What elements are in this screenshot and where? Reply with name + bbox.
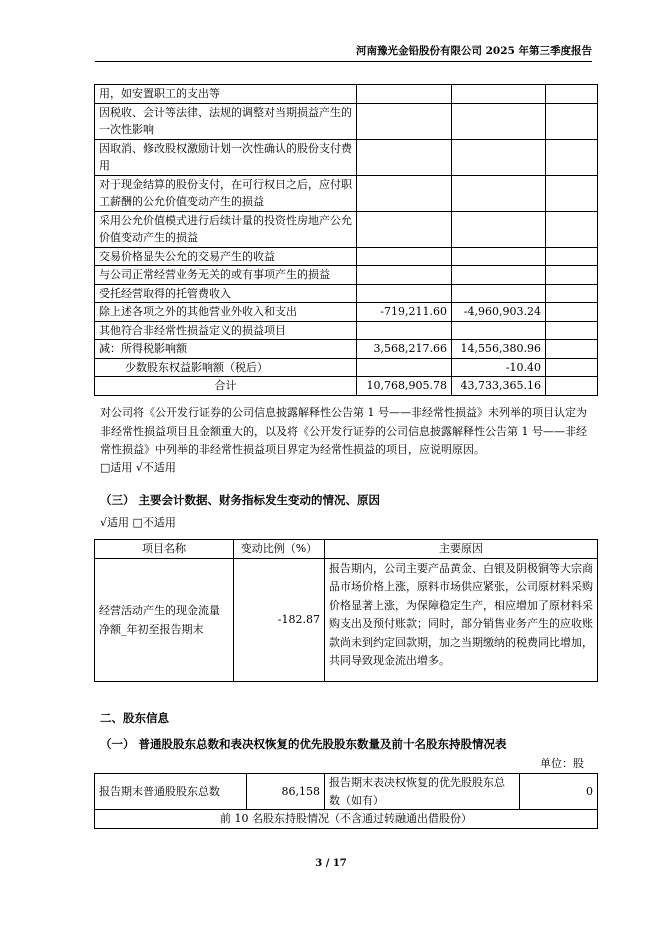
common-shareholders-label: 报告期末普通股股东总数 <box>95 774 247 810</box>
item-row <box>95 266 598 285</box>
non-recurring-items-table <box>94 84 598 396</box>
item-label: 交易价格显失公允的交易产生的收益 <box>95 247 357 266</box>
item-row <box>95 211 598 247</box>
page-number: 3 / 17 <box>315 858 347 869</box>
page-header: 河南豫光金铅股份有限公司 2025 年第三季度报告 <box>355 45 592 57</box>
item-label: 与公司正常经营业务无关的或有事项产生的损益 <box>95 266 357 285</box>
item-label: 因税收、会计等法律、法规的调整对当期损益产生的一次性影响 <box>95 103 357 139</box>
item-year-to-date <box>452 139 546 175</box>
item-label: 对于现金结算的股份支付，在可行权日之后，应付职工薪酬的公允价值变动产生的损益 <box>95 175 357 211</box>
change-table <box>94 539 598 682</box>
item-current-period <box>357 139 452 175</box>
item-note <box>546 303 598 322</box>
item-year-to-date: 43,733,365.16 <box>452 377 546 396</box>
item-note <box>546 321 598 340</box>
note-paragraph: 对公司将《公开发行证券的公司信息披露解释性公告第 1 号——非经常性损益》未列举的项目认定为非经常性损益项目且金额重大的，以及将《公开发行证券的公司信息披露解释性公告第 1 号——非经常性损益》中列举的非经常性损益项目界定为经常性损益的项目，应说明原因。 <box>100 406 587 456</box>
header-rule <box>95 61 592 62</box>
item-row <box>95 85 598 104</box>
item-current-period <box>357 358 452 377</box>
item-label: 采用公允价值模式进行后续计量的投资性房地产公允价值变动产生的损益 <box>95 211 357 247</box>
item-year-to-date: -4,960,903.24 <box>452 303 546 322</box>
change-ratio: -182.87 <box>234 558 325 681</box>
item-note <box>546 139 598 175</box>
item-current-period <box>357 266 452 285</box>
preferred-shareholders-label: 报告期末表决权恢复的优先股股东总数（如有） <box>325 774 520 810</box>
item-current-period: -719,211.60 <box>357 303 452 322</box>
item-year-to-date <box>452 321 546 340</box>
section-3-title: （三） 主要会计数据、财务指标发生变动的情况、原因 <box>100 493 381 507</box>
item-note <box>546 266 598 285</box>
item-label: 合计 <box>95 377 357 396</box>
section-2-subtitle: （一） 普通股股东总数和表决权恢复的优先股股东数量及前十名股东持股情况表 <box>100 737 507 751</box>
item-current-period <box>357 85 452 104</box>
item-year-to-date: 14,556,380.96 <box>452 340 546 359</box>
item-note <box>546 247 598 266</box>
item-row <box>95 284 598 303</box>
item-year-to-date <box>452 266 546 285</box>
item-label: 用，如安置职工的支出等 <box>95 85 357 104</box>
item-note <box>546 284 598 303</box>
item-row <box>95 321 598 340</box>
applicability-check-2: √适用 □不适用 <box>100 516 176 529</box>
item-label: 因取消、修改股权激励计划一次性确认的股份支付费用 <box>95 139 357 175</box>
item-current-period <box>357 175 452 211</box>
item-current-period <box>357 211 452 247</box>
item-year-to-date <box>452 175 546 211</box>
unit-label: 单位：股 <box>540 757 584 770</box>
top10-caption-row <box>95 810 598 829</box>
item-row <box>95 303 598 322</box>
change-table-row <box>95 558 598 681</box>
item-row <box>95 103 598 139</box>
item-label: 少数股东权益影响额（税后） <box>95 358 357 377</box>
common-shareholders-value: 86,158 <box>247 774 325 810</box>
item-current-period <box>357 103 452 139</box>
item-year-to-date <box>452 284 546 303</box>
item-current-period <box>357 247 452 266</box>
header-change-ratio: 变动比例（%） <box>234 540 325 559</box>
shareholder-table <box>94 773 598 829</box>
header-main-reason: 主要原因 <box>325 540 598 559</box>
change-table-header <box>95 540 598 559</box>
change-reason: 报告期内，公司主要产品黄金、白银及阴极铜等大宗商品市场价格上涨，原料市场供应紧张，公司原材料采购价格显著上涨，为保障稳定生产，相应增加了原材料采购支出及预付账款；同时，部分销售业务产生的应收账款尚未到约定回款期，加之当期缴纳的税费同比增加，共同导致现金流出增多。 <box>325 558 598 681</box>
item-label: 除上述各项之外的其他营业外收入和支出 <box>95 303 357 322</box>
item-note <box>546 85 598 104</box>
shareholder-count-row <box>95 774 598 810</box>
item-note <box>546 103 598 139</box>
item-current-period <box>357 284 452 303</box>
item-year-to-date: -10.40 <box>452 358 546 377</box>
item-label: 减：所得税影响额 <box>95 340 357 359</box>
item-row <box>95 175 598 211</box>
item-year-to-date <box>452 247 546 266</box>
item-year-to-date <box>452 85 546 104</box>
item-note <box>546 211 598 247</box>
item-note <box>546 340 598 359</box>
item-row <box>95 139 598 175</box>
item-current-period: 3,568,217.66 <box>357 340 452 359</box>
top10-caption: 前 10 名股东持股情况（不含通过转融通出借股份） <box>95 810 598 829</box>
item-row <box>95 358 598 377</box>
item-year-to-date <box>452 211 546 247</box>
item-note <box>546 175 598 211</box>
item-row <box>95 377 598 396</box>
item-label: 受托经营取得的托管费收入 <box>95 284 357 303</box>
item-current-period: 10,768,905.78 <box>357 377 452 396</box>
preferred-shareholders-value: 0 <box>520 774 598 810</box>
section-2-title: 二、股东信息 <box>100 711 169 725</box>
item-note <box>546 377 598 396</box>
item-row <box>95 340 598 359</box>
item-current-period <box>357 321 452 340</box>
header-item-name: 项目名称 <box>95 540 234 559</box>
item-label: 其他符合非经常性损益定义的损益项目 <box>95 321 357 340</box>
item-row <box>95 247 598 266</box>
item-note <box>546 358 598 377</box>
applicability-check-1: □适用 √不适用 <box>100 461 176 474</box>
change-item-name: 经营活动产生的现金流量净额_年初至报告期末 <box>95 558 234 681</box>
item-year-to-date <box>452 103 546 139</box>
